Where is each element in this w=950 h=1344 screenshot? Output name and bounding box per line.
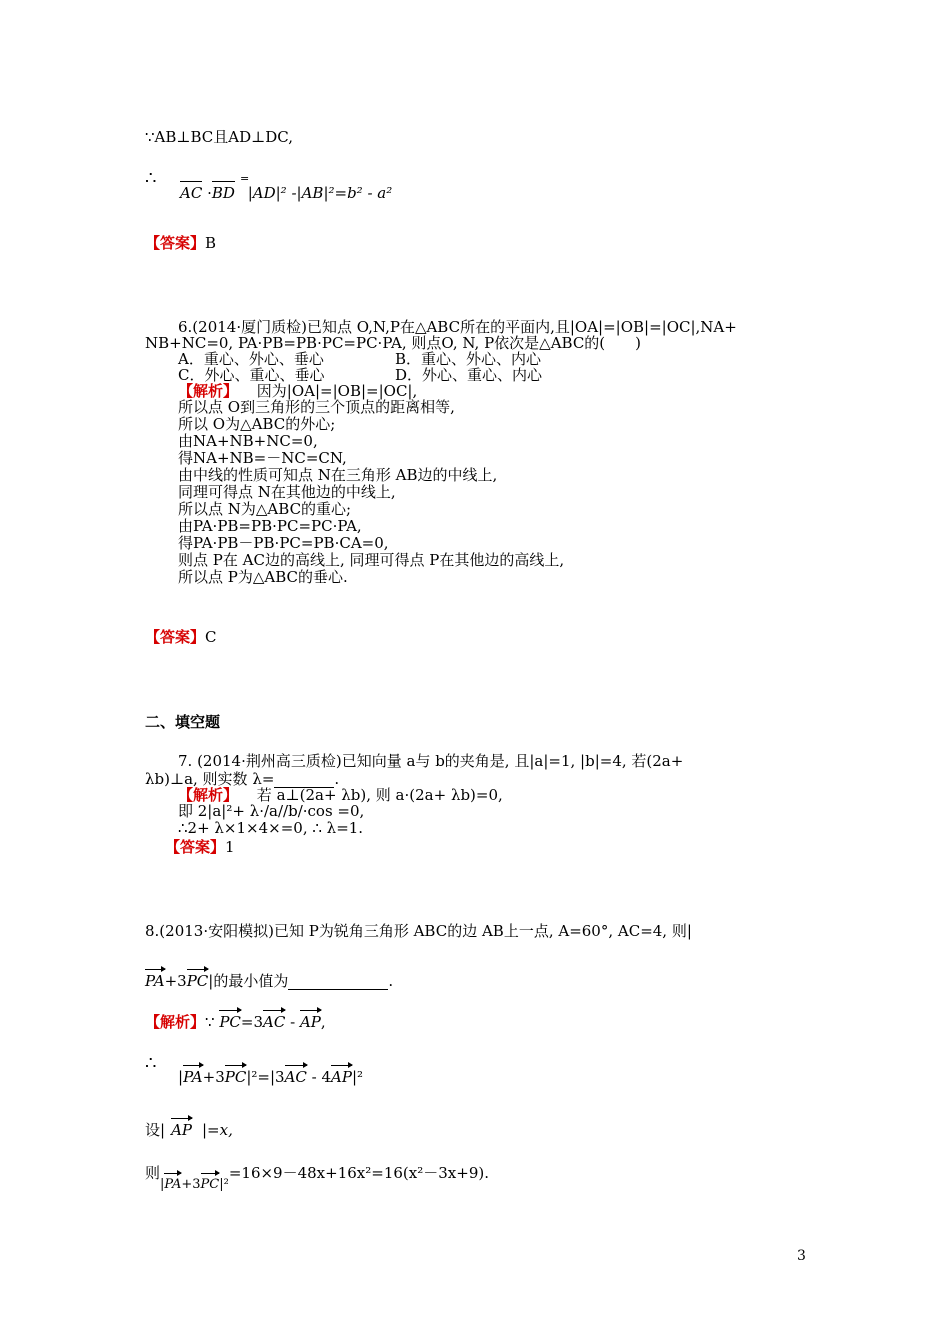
q8-set-line xyxy=(145,1121,233,1139)
q6-analysis-label: 【解析】 xyxy=(178,382,239,400)
abs-open: | xyxy=(160,1177,165,1192)
set-end: |=x, xyxy=(202,1121,233,1139)
vector-pa: PA xyxy=(145,972,165,990)
q6-analysis-line: 由NA+NB+NC=0, xyxy=(178,432,318,450)
q7-period: . xyxy=(334,770,340,788)
therefore-symbol: ∴ xyxy=(145,168,157,189)
q6-line-2: NB+NC=0, PA·PB=PB·PC=PC·PA, 则点O, N, P依次是△ABC的( ) xyxy=(145,334,642,352)
q8-analysis-label: 【解析】 xyxy=(145,1013,206,1031)
then-rest: =16×9－48x+16x²=16(x²－3x+9). xyxy=(228,1164,489,1182)
q6-option-a: A．重心、外心、垂心 xyxy=(178,350,324,368)
vector-pc: PC xyxy=(224,1068,247,1086)
q7-analysis-line: 即 2|a|²+ λ·/a//b/·cos =0, xyxy=(178,802,365,820)
q6-analysis-line: 因为|OA|=|OB|=|OC|, xyxy=(256,382,418,400)
minus-sign: - xyxy=(285,1013,300,1031)
q7-analysis-label: 【解析】 xyxy=(178,786,239,804)
vector-pc: PC xyxy=(200,1177,220,1192)
q6-analysis-line: 所以 O为△ABC的外心; xyxy=(178,415,336,433)
minus-four: - 4 xyxy=(306,1068,332,1086)
q8-line-2-text: |的最小值为 xyxy=(208,972,289,990)
q6-analysis-line: 所以点 P为△ABC的垂心. xyxy=(178,568,348,586)
q6-analysis-line: 则点 P在 AC边的高线上, 同理可得点 P在其他边的高线上, xyxy=(178,551,565,569)
answer-line-1 xyxy=(145,234,216,252)
vector-bd: BD xyxy=(211,184,235,202)
vector-ac: AC xyxy=(180,184,203,202)
q6-analysis-line: 所以点 N为△ABC的重心; xyxy=(178,500,352,518)
answer-value: B xyxy=(205,234,217,252)
vector-ap: AP xyxy=(331,1068,352,1086)
answer-label: 【答案】 xyxy=(145,234,206,252)
vector-ac: AC xyxy=(284,1068,307,1086)
vector-ap: AP xyxy=(171,1121,192,1139)
plus-three: +3 xyxy=(181,1177,201,1192)
q7-line-1: 7. (2014·荆州高三质检)已知向量 a与 b的夹角是, 且|a|=1, |b|=4, 若(2a+ xyxy=(178,752,684,770)
set-label: 设| xyxy=(145,1121,166,1139)
q6-option-b: B．重心、外心、内心 xyxy=(395,350,542,368)
vector-pc: PC xyxy=(219,1013,241,1031)
formula-equals-top: = xyxy=(240,172,250,185)
plus-three: +3 xyxy=(202,1068,225,1086)
q6-analysis-line: 所以点 O到三角形的三个顶点的距离相等, xyxy=(178,398,455,416)
equals-abs-three: =|3 xyxy=(257,1068,285,1086)
abs-close-sq: |² xyxy=(219,1177,229,1192)
dot-product-formula xyxy=(180,184,392,202)
formula-rhs: |AD|² -|AB|²=b² - a² xyxy=(247,184,393,202)
q6-analysis-line: 同理可得点 N在其他边的中线上, xyxy=(178,483,396,501)
abs-close-sq: |² xyxy=(246,1068,258,1086)
q8-line-1: 8.(2013·安阳模拟)已知 P为锐角三角形 ABC的边 AB上一点, A=60°, AC=4, 则| xyxy=(145,922,692,940)
q6-analysis-line: 得PA·PB－PB·PC=PB·CA=0, xyxy=(178,534,389,552)
q8-answer-blank xyxy=(288,975,388,990)
then-label: 则 xyxy=(145,1164,161,1182)
page-number: 3 xyxy=(797,1248,806,1264)
q6-option-c: C．外心、重心、垂心 xyxy=(178,366,325,384)
q7-analysis-line: ∴2+ λ×1×4×=0, ∴ λ=1. xyxy=(178,819,364,837)
vector-pa: PA xyxy=(164,1177,182,1192)
q8-formula-2 xyxy=(178,1068,363,1086)
q8-line-2 xyxy=(145,972,393,990)
plus-three: +3 xyxy=(164,972,187,990)
q6-analysis-line: 得NA+NB=－NC=CN, xyxy=(178,449,347,467)
equals-three: =3 xyxy=(240,1013,264,1031)
q8-analysis-first xyxy=(145,1013,326,1031)
dot-operator: · xyxy=(207,184,212,202)
abs-close-sq: |² xyxy=(351,1068,364,1086)
q6-analysis-line: 由中线的性质可知点 N在三角形 AB边的中线上, xyxy=(178,466,498,484)
answer-value: C xyxy=(205,628,217,646)
section-title: 二、填空题 xyxy=(145,713,221,731)
q7-analysis-line: 若 a⊥(2a+ λb), 则 a·(2a+ λb)=0, xyxy=(256,786,503,804)
because-symbol: ∵ xyxy=(205,1013,215,1031)
abs-open: | xyxy=(178,1068,184,1086)
vector-ap: AP xyxy=(299,1013,321,1031)
vector-ac: AC xyxy=(263,1013,286,1031)
answer-label: 【答案】 xyxy=(165,838,226,856)
answer-value: 1 xyxy=(225,838,235,856)
q6-option-d: D．外心、重心、内心 xyxy=(395,366,543,384)
q7-line-2-text: λb)⊥a, 则实数 λ= xyxy=(145,770,275,788)
q6-line-1: 6.(2014·厦门质检)已知点 O,N,P在△ABC所在的平面内,且|OA|=|OB|=|OC|,NA+ xyxy=(178,318,737,336)
vector-pc: PC xyxy=(186,972,209,990)
answer-label: 【答案】 xyxy=(145,628,206,646)
answer-line-2 xyxy=(145,628,217,646)
q8-period: . xyxy=(388,972,394,990)
vector-pa: PA xyxy=(183,1068,203,1086)
therefore-symbol: ∴ xyxy=(145,1053,157,1074)
q7-answer-line xyxy=(165,838,235,856)
q8-then-line xyxy=(145,1164,489,1192)
q6-analysis-line: 由PA·PB=PB·PC=PC·PA, xyxy=(178,517,362,535)
then-formula-sub xyxy=(160,1177,229,1192)
because-line: ∵AB⊥BC且AD⊥DC, xyxy=(145,128,293,146)
comma: , xyxy=(320,1013,326,1031)
